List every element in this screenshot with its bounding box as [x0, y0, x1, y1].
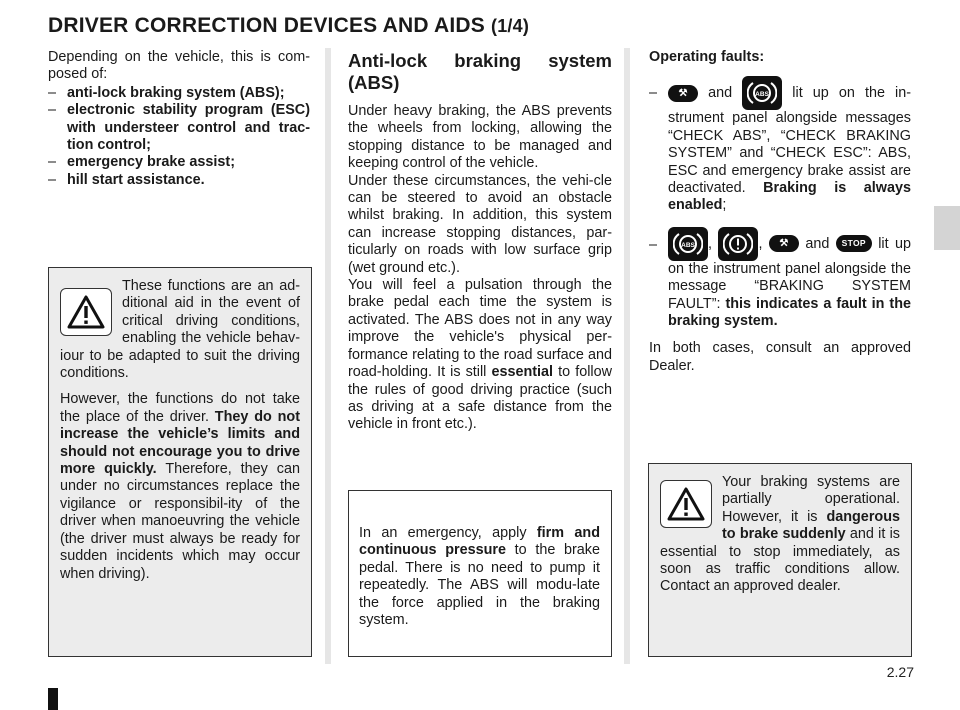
svg-text:ABS: ABS — [755, 91, 770, 99]
faults-conclusion: In both cases, consult an approved Dealer. — [649, 340, 911, 374]
fault-item-1-text: lit up on the in-strument panel alongside messages “CHECK ABS”, “CHECK BRAKING SYSTEM” and “CHECK ESC”: ABS, ESC and emergency brake assist are deactivated. Braking is always enabled; — [668, 85, 912, 214]
fault-item-2-text: up on the instrument panel alongside the message “BRAKING SYSTEM FAULT”: this indicates a fault in the braking system. — [668, 235, 912, 330]
emergency-note-text: In an emergency, apply firm and continuous pressure to the brake pedal. There is no need to pump it repeatedly. The ABS will modu-late the force applied in the braking system. — [359, 525, 600, 629]
fault-item-1: – ⚒ and ABS lit up on the in-strument panel alongside messages “CHECK ABS”, “CHECK BRAKING SYSTEM” and “CHECK ESC”: ABS, ESC and emergency brake assist are deactivated. Braking is always enabled; — [649, 76, 911, 214]
faults-heading: Operating faults: — [649, 49, 765, 65]
wrench-indicator-icon: ⚒ — [668, 85, 698, 102]
abs-section — [348, 50, 612, 434]
page-title-part: (1/4) — [491, 16, 530, 36]
intro-item-brake-assist: – emergency brake assist; — [48, 154, 310, 171]
warning-triangle-icon — [660, 480, 712, 528]
fault-item-2: – ABS , , ⚒ and STOP lit up on the instrument panel alongside the message “BRAKING SYSTEM FAULT”: this indicates a fault in the braking system. — [649, 227, 911, 331]
page-title — [48, 14, 529, 38]
emergency-note-box — [348, 490, 612, 657]
warning-left-p1: These functions are an ad-ditional aid in the event of critical driving conditions, enabling the vehicle behav-iour to be adapted to suit the driving conditions. — [60, 278, 300, 382]
abs-p2: Under these circumstances, the vehi-cle can be steered to avoid an obstacle whilst braking. In addition, this system can increase stopping distances, par-ticularly on roads with low surface grip (wet ground etc.). — [348, 172, 612, 276]
abs-heading: Anti-lock braking system (ABS) — [348, 50, 612, 93]
page-edge-mark — [48, 688, 58, 710]
abs-indicator-icon — [742, 76, 782, 110]
warning-box-right — [648, 463, 912, 657]
stop-indicator-icon: STOP — [836, 235, 872, 252]
warning-triangle-icon — [60, 288, 112, 336]
abs-indicator-icon — [668, 227, 708, 261]
intro-list — [48, 85, 310, 189]
page-title-text: DRIVER CORRECTION DEVICES AND AIDS — [48, 14, 485, 37]
page-number: 2.27 — [886, 664, 914, 680]
abs-p3: You will feel a pulsation through the brake pedal each time the system is activated. The ABS does not in any way improve the vehicle's physical per-formance relating to the road surface and road-holding. It is still essential to follow the rules of good driving practice (such as driving at a safe distance from the vehicle in front etc.). — [348, 277, 612, 433]
warning-left-p2: However, the functions do not take the place of the driver. They do not increase the vehicle’s limits and should not encourage you to drive more quickly. Therefore, they can under no circumstances replace the vigilance or responsibil-ity of the driver when manoeuvring the vehicle (the driver must always be ready for sudden incidents which may occur when driving). — [60, 391, 300, 582]
intro-lead: Depending on the vehicle, this is com-posed of: — [48, 49, 310, 83]
wrench-indicator-icon: ⚒ — [769, 235, 799, 252]
column-divider-left — [325, 48, 331, 664]
intro-item-abs: – anti-lock braking system (ABS); — [48, 85, 310, 102]
svg-text:ABS: ABS — [681, 241, 695, 249]
intro-item-hill-start: – hill start assistance. — [48, 172, 310, 189]
warning-right-text: Your braking systems are partially operational. However, it is dangerous to brake suddenly and it is essential to stop immediately, as soon as traffic conditions allow. Contact an approved dealer. — [660, 474, 900, 595]
section-tab-marker — [934, 206, 960, 250]
intro-section — [48, 49, 310, 189]
intro-item-esc: – electronic stability program (ESC) with understeer control and trac-tion control; — [48, 102, 310, 154]
faults-section — [649, 49, 911, 375]
column-divider-right — [624, 48, 630, 664]
warning-box-left — [48, 267, 312, 657]
brake-indicator-icon — [718, 227, 758, 261]
abs-p1: Under heavy braking, the ABS prevents the wheels from locking, allowing the stopping distance to be managed and keeping control of the vehicle. — [348, 103, 612, 172]
